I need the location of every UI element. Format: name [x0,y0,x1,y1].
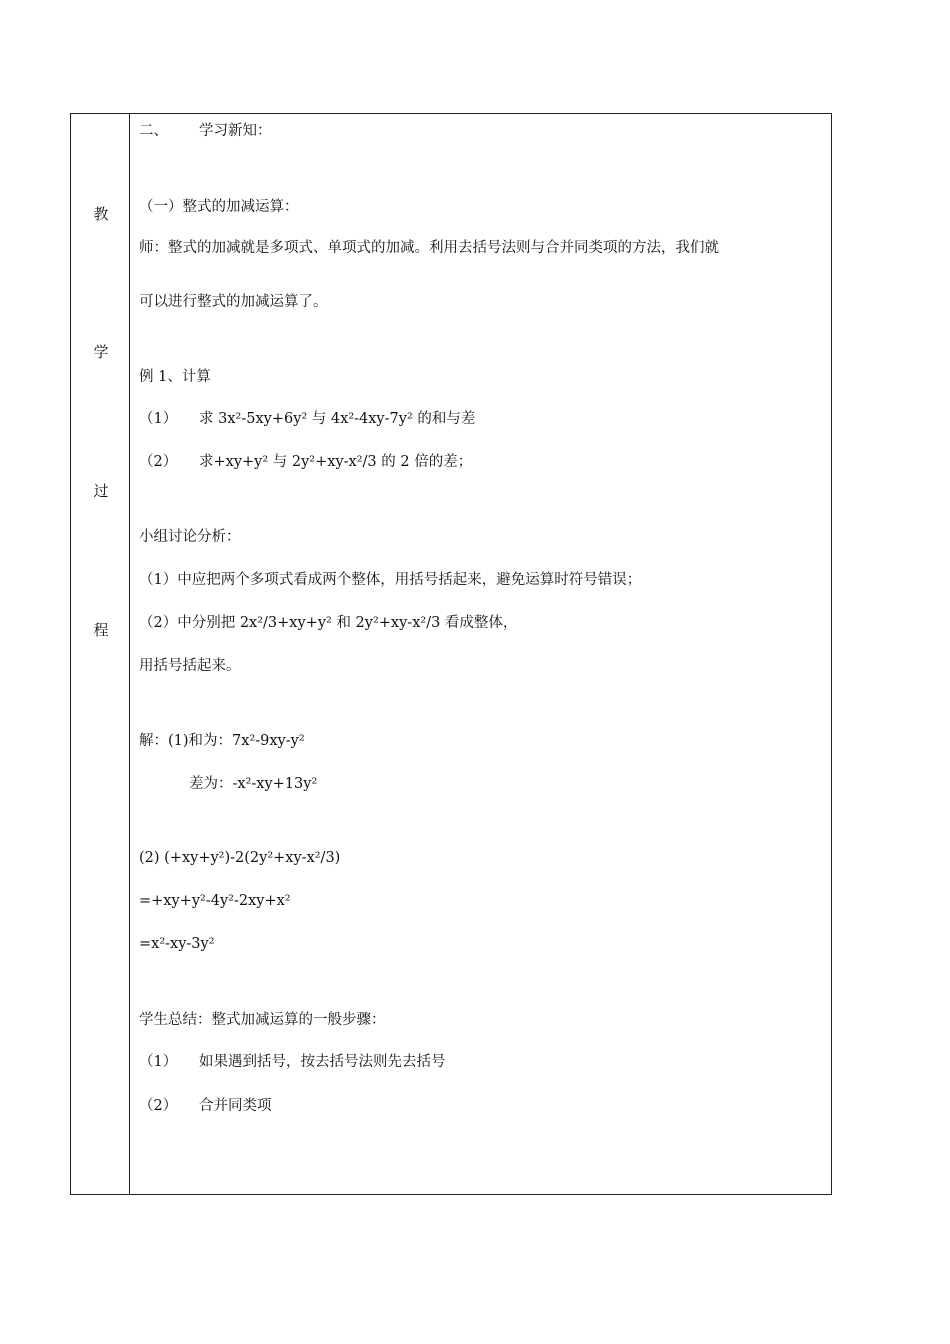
discussion-line-1: （1）中应把两个多项式看成两个整体，用括号括起来，避免运算时符号错误； [139,572,642,588]
discussion-line-2: （2）中分别把 2x²/3+xy+y² 和 2y²+xy-x²/3 看成整体， [139,615,518,631]
solution-line-2: 差为：-x²-xy+13y² [189,776,318,792]
solution-line-4: =+xy+y²-4y²-2xy+x² [139,893,291,909]
step-number: （2） [139,1098,178,1114]
sidebar-char-4: 程 [93,621,109,639]
subheading: （一）整式的加减运算： [139,199,299,215]
example-title: 例 1、计算 [139,369,211,385]
discussion-line-3: 用括号括起来。 [139,658,241,674]
example-item-1 [139,409,475,429]
section-number: 二、 [139,123,168,139]
summary-title: 学生总结：整式加减运算的一般步骤： [139,1012,386,1028]
teacher-line-1: 师：整式的加减就是多项式、单项式的加减。利用去括号法则与合并同类项的方法，我们就 [139,240,719,256]
summary-step-2 [139,1096,272,1116]
step-text: 合并同类项 [199,1098,272,1114]
item-number: （1） [139,411,178,427]
solution-line-5: =x²-xy-3y² [139,936,215,952]
sidebar-char-3: 过 [93,482,109,500]
item-text: 求+xy+y² 与 2y²+xy-x²/3 的 2 倍的差； [199,454,473,470]
sidebar-char-1: 教 [93,205,109,223]
solution-line-3: (2) (+xy+y²)-2(2y²+xy-x²/3) [139,850,341,866]
sidebar-char-2: 学 [93,343,109,361]
section-title: 学习新知： [199,123,272,139]
item-number: （2） [139,454,178,470]
summary-step-1 [139,1052,446,1072]
solution-line-1: 解：(1)和为：7x²-9xy-y² [139,733,305,749]
discussion-title: 小组讨论分析： [139,529,241,545]
teacher-line-2: 可以进行整式的加减运算了。 [139,294,328,310]
section-heading [139,121,272,141]
step-number: （1） [139,1054,178,1070]
column-divider [129,113,130,1195]
lesson-table [70,113,832,1195]
step-text: 如果遇到括号，按去括号法则先去括号 [199,1054,446,1070]
example-item-2 [139,452,472,472]
item-text: 求 3x²-5xy+6y² 与 4x²-4xy-7y² 的和与差 [199,411,476,427]
